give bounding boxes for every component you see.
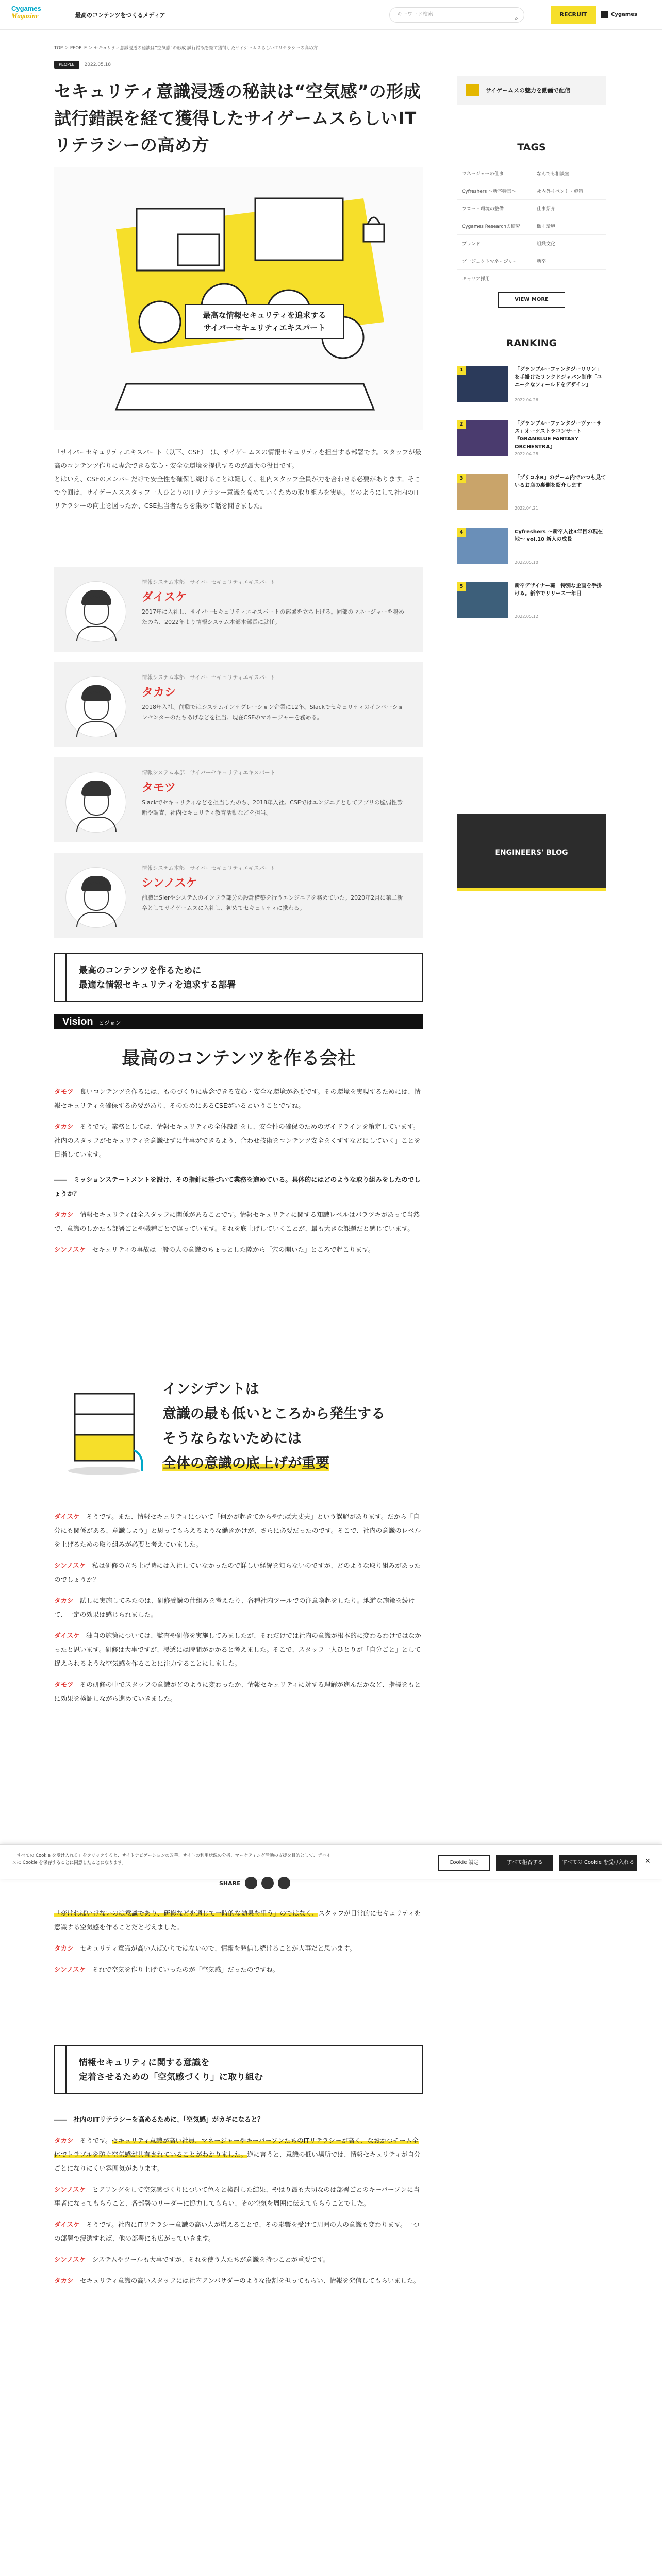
tags-heading: TAGS xyxy=(517,142,546,153)
ranking-heading: RANKING xyxy=(506,337,557,349)
tag-link[interactable]: 新卒 xyxy=(532,252,606,270)
persona-card: 情報システム本部 サイバーセキュリティエキスパート ダイスケ 2017年に入社し、サイバーセキュリティエキスパートの部署を立ち上げる。同部のマネージャーを務めたのち、2022年より情報システム本部本部長に就任。 xyxy=(54,567,423,652)
search-icon[interactable]: ⌕ xyxy=(515,14,518,22)
tag-link[interactable]: マネージャーの仕事 xyxy=(457,165,532,182)
tag-link[interactable]: Cygames Researchの研究 xyxy=(457,217,532,235)
answer-paragraph: シンノスケ システムやツールも大事ですが、それを使う人たちが意識を持つことが重要です。 xyxy=(54,2256,329,2263)
answer-paragraph: タカシ そうです。業務としては、情報セキュリティの全体設計をし、安全性の確保のためのガイドラインを策定しています。社内のスタッフがセキュリティを意識せずに仕事ができるよう、合わせ技術をコンテンツ安全をくずすなどにしていく」ことを目指しています。 xyxy=(54,1123,421,1158)
tag-link[interactable]: 社内外イベント・施策 xyxy=(532,182,606,200)
answer-paragraph: タカシ 試しに実施してみたのは、研修受講の仕組みを考えたり、各種社内ツールでの注意喚起をしたり。地道な施策を続けて、一定の効果は感じられました。 xyxy=(54,1597,415,1618)
answer-paragraph: タカシ セキュリティ意識が高い人ばかりではないので、情報を発信し続けることが大事だと思います。 xyxy=(54,1944,356,1952)
ranking-item[interactable]: 1 「グランブルーファンタジーリリン」を手掛けたリンクドジャパン制作「ユニークなフィールドをデザイン」 2022.04.26 xyxy=(457,366,606,409)
avatar xyxy=(65,581,126,642)
youtube-banner[interactable]: サイゲームスの魅力を動画で配信 xyxy=(457,76,606,105)
qa-block xyxy=(54,1906,423,1976)
section-heading: 最高のコンテンツを作るために 最適な情報セキュリティを追求する部署 xyxy=(54,953,423,1002)
breadcrumb[interactable]: TOP ＞ PEOPLE ＞ セキュリティ意識浸透の秘訣は“空気感”の形成 試行錯誤を経て獲得したサイゲームスらしいITリテラシーの高め方 xyxy=(54,46,318,51)
ranking-item[interactable]: 5 新卒デザイナー職 特別な企画を手掛ける。新卒でリリース一年目 2022.05.12 xyxy=(457,582,606,625)
ranking-item[interactable]: 4 Cyfreshers ～新卒入社3年目の現在地～ vol.10 新人の成長 2022.05.10 xyxy=(457,528,606,571)
hero-illustration xyxy=(54,167,423,430)
category-badge[interactable]: PEOPLE xyxy=(54,61,79,69)
persona-card: 情報システム本部 サイバーセキュリティエキスパート タモツ Slackでセキュリティなどを担当したのち、2018年入社。CSEではエンジニアとしてアプリの脆弱性診断や調査、社内セキュリティ教育活動などを担当。 xyxy=(54,757,423,842)
answer-paragraph: タモツ その研修の中でスタッフの意識がどのように変わったか、情報セキュリティに対する理解が進んだかなど、指標をもとに効果を検証しながら進めていきました。 xyxy=(54,1681,421,1702)
answer-paragraph: ダイスケ 独自の施策については、監査や研修を実施してみましたが、それだけでは社内の意識が根本的に変わるわけではなかったと思います。研修は大事ですが、浸透には時間がかかると考えました。そこで、スタッフ一人ひとりが「自分ごと」として捉えられるような空気感を作ることに注力することにしました。 xyxy=(54,1632,421,1667)
accept-all-cookies-button[interactable]: すべての Cookie を受け入れる xyxy=(559,1855,637,1871)
bucket-leak-icon xyxy=(59,1378,150,1481)
tag-link[interactable]: ブランド xyxy=(457,235,532,252)
tag-link[interactable]: なんでも相談室 xyxy=(532,165,606,182)
article-meta xyxy=(54,61,111,69)
answer-paragraph: タカシ セキュリティ意識の高いスタッフには社内アンバサダーのような役割を担ってもらい、情報を発信してもらいました。 xyxy=(54,2277,420,2284)
cookie-banner xyxy=(0,1844,662,1879)
tag-list xyxy=(457,165,606,287)
search-input[interactable]: キーワード検索 ⌕ xyxy=(389,7,524,23)
persona-card: 情報システム本部 サイバーセキュリティエキスパート タカシ 2018年入社。前職ではシステムインテグレーション企業に12年。Slackでセキュリティのインベーションセンターのたちあげなどを担当。現在CSEのマネージャーを務める。 xyxy=(54,662,423,747)
engineers-blog-banner[interactable]: ENGINEERS' BLOG xyxy=(457,814,606,891)
avatar xyxy=(65,676,126,737)
tag-link[interactable]: プロジェクトマネージャー xyxy=(457,252,532,270)
tag-link[interactable]: 働く環境 xyxy=(532,217,606,235)
tag-link[interactable]: 仕事紹介 xyxy=(532,200,606,217)
answer-paragraph: タモツ 良いコンテンツを作るには、ものづくりに専念できる安心・安全な環境が必要です。その環境を実現するためには、情報セキュリティを確保する必要があり、そのためにあるCSEがいるということですね。 xyxy=(54,1088,421,1109)
hero-artwork xyxy=(54,167,423,430)
answer-paragraph: シンノスケ 私は研修の立ち上げ時には入社していなかったので詳しい経緯を知らないのですが、どのような取り組みがあったのでしょうか？ xyxy=(54,1562,421,1583)
answer-paragraph: 「変ければいけないのは意識であり、研修などを通じて一時的な効果を狙う」のではなく、スタッフが日常的にセキュリティを意識する空気感を作ることだと考えました。 xyxy=(54,1909,421,1931)
avatar xyxy=(65,772,126,833)
article-lead: 「サイバーセキュリティエキスパート（以下、CSE）」は、サイゲームスの情報セキュリティを担当する部署です。スタッフが最高のコンテンツ作りに専念できる安心・安全な環境を提供するのが最大の役目です。 とはいえ、CSEのメンバーだけで安全性を確保し続けることは難しく、社内スタッフ全員が力を合わせる必要があります。そこで今回は、サイゲームススタッフ一人ひとりのITリテラシー意識を高めていくための取り組みを実施。どのようにして社内のITリテラシーの向上を図ったか、CSE担当者たちを集めて話を聞きました。 xyxy=(54,448,422,510)
vision-banner: Vision ビジョン xyxy=(54,1014,423,1029)
recruit-button[interactable]: RECRUIT xyxy=(551,6,596,24)
hero-caption: 最高な情報セキュリティを追求する サイバーセキュリティエキスパート xyxy=(185,304,344,339)
site-tagline: 最高のコンテンツをつくるメディア xyxy=(75,12,166,19)
pull-quote-text: インシデントは 意識の最も低いところから発生する そうならないためには 全体の意識の底上げが重要 xyxy=(162,1381,385,1471)
article-title: セキュリティ意識浸透の秘訣は“空気感”の形成 試行錯誤を経て獲得したサイゲームスらしいITリテラシーの高め方 xyxy=(54,81,438,155)
answer-paragraph: シンノスケ ヒアリングをして空気感づくりについて色々と検討した結果、やはり最も大切なのは部署ごとのキーパーソンに当事者になってもらうこと、各部署のリーダーに協力してもらい、その空気を周囲に伝えてもらうことでした。 xyxy=(54,2185,420,2207)
ranking-item[interactable]: 3 「プリコネR」のゲーム内でいつも見ているお店の裏側を紹介します 2022.04.21 xyxy=(457,474,606,517)
tag-link[interactable]: キャリア採用 xyxy=(457,270,532,287)
site-logo[interactable]: Cygames Magazine xyxy=(11,5,41,20)
view-more-button[interactable]: VIEW MORE xyxy=(498,292,565,308)
pull-quote xyxy=(54,1368,423,1494)
avatar xyxy=(65,867,126,928)
tag-link[interactable]: Cyfreshers ～新卒特集～ xyxy=(457,182,532,200)
persona-card: 情報システム本部 サイバーセキュリティエキスパート シンノスケ 前職はSIerやシステムのインフラ部分の設計構築を行うエンジニアを務めていた。2020年2月に第二新卒としてサイゲームスに入社し、初めてセキュリティに携わる。 xyxy=(54,853,423,938)
share-bar: SHARE xyxy=(219,1877,290,1889)
section-heading: 情報セキュリティに関する意識を 定着させるための「空気感づくり」に取り組む xyxy=(54,2045,423,2094)
qa-block xyxy=(54,1510,423,1705)
tag-link[interactable]: フロー・環境の整備 xyxy=(457,200,532,217)
vision-motto: 最高のコンテンツを作る会社 xyxy=(122,1048,356,1069)
answer-paragraph: タカシ そうです。セキュリティ意識が高い社員、マネージャーやキーパーソンたちのITリテラシーが高く、なおかつチーム全体でトラブルを防ぐ空気感が共有されていることがわかりました。逆に言うと、意識の低い場所では、情報セキュリティが自分ごとになりにくい雰囲気があります。 xyxy=(54,2137,421,2172)
answer-paragraph: シンノスケ それで空気を作り上げていったのが「空気感」だったのですね。 xyxy=(54,1965,279,1973)
reject-all-button[interactable]: すべて拒否する xyxy=(496,1855,553,1871)
tag-link[interactable]: 組織文化 xyxy=(532,235,606,252)
site-header xyxy=(0,0,662,30)
ranking-item[interactable]: 2 「グランブルーファンタジーヴァーサス」オーケストラコンサート『GRANBLUE FANTASY ORCHESTRA』 2022.04.28 xyxy=(457,420,606,463)
qa-block xyxy=(54,1084,423,1257)
question-paragraph: ―― ミッションステートメントを設け、その指針に基づいて業務を進めている。具体的にはどのような取り組みをしたのでしょうか？ xyxy=(54,1176,421,1197)
line-share-icon[interactable] xyxy=(278,1877,290,1889)
question-paragraph: ―― 社内のITリテラシーを高めるために、「空気感」がカギになると？ xyxy=(54,2115,264,2123)
answer-paragraph: シンノスケ セキュリティの事故は一般の人の意識のちょっとした隙から「穴の開いた」ところで起こります。 xyxy=(54,1246,375,1253)
facebook-share-icon[interactable] xyxy=(261,1877,274,1889)
cookie-settings-button[interactable]: Cookie 設定 xyxy=(438,1855,490,1871)
qa-block xyxy=(54,2112,423,2287)
twitter-share-icon[interactable] xyxy=(245,1877,257,1889)
play-icon xyxy=(466,84,479,96)
answer-paragraph: ダイスケ そうです。社内にITリテラシー意識の高い人が増えることで、その影響を受けて周囲の人の意識も変わります。一つの部署で浸透すれば、他の部署にも広がっていきます。 xyxy=(54,2221,420,2242)
cookie-text: 「すべての Cookie を受け入れる」をクリックすると、サイトナビゲーションの改善、サイトの利用状況の分析、マーケティング活動の支援を目的として、デバイスに Cookie を保存することに同意したことになります。 xyxy=(12,1853,331,1866)
cygames-link[interactable]: Cygames xyxy=(601,6,655,24)
cygames-logo-icon xyxy=(601,11,608,18)
close-icon[interactable]: ✕ xyxy=(644,1857,651,1866)
answer-paragraph: タカシ 情報セキュリティは全スタッフに関係があることです。情報セキュリティに関する知識レベルはバラツキがあって当然で、意識のしかたも部署ごとや職種ごとで違っています。それを底上げしていくことが、最も大きな課題だと感じています。 xyxy=(54,1211,420,1232)
publish-date: 2022.05.18 xyxy=(84,62,111,67)
answer-paragraph: ダイスケ そうです。また、情報セキュリティについて「何かが起きてからやれば大丈夫」という誤解があります。だから「自分にも関係がある、意識しよう」と思ってもらえるような働きかけが、さらに必要だったのです。そこで、社内の意識のレベルを上げるための取り組みが必要と考えていました。 xyxy=(54,1513,421,1548)
